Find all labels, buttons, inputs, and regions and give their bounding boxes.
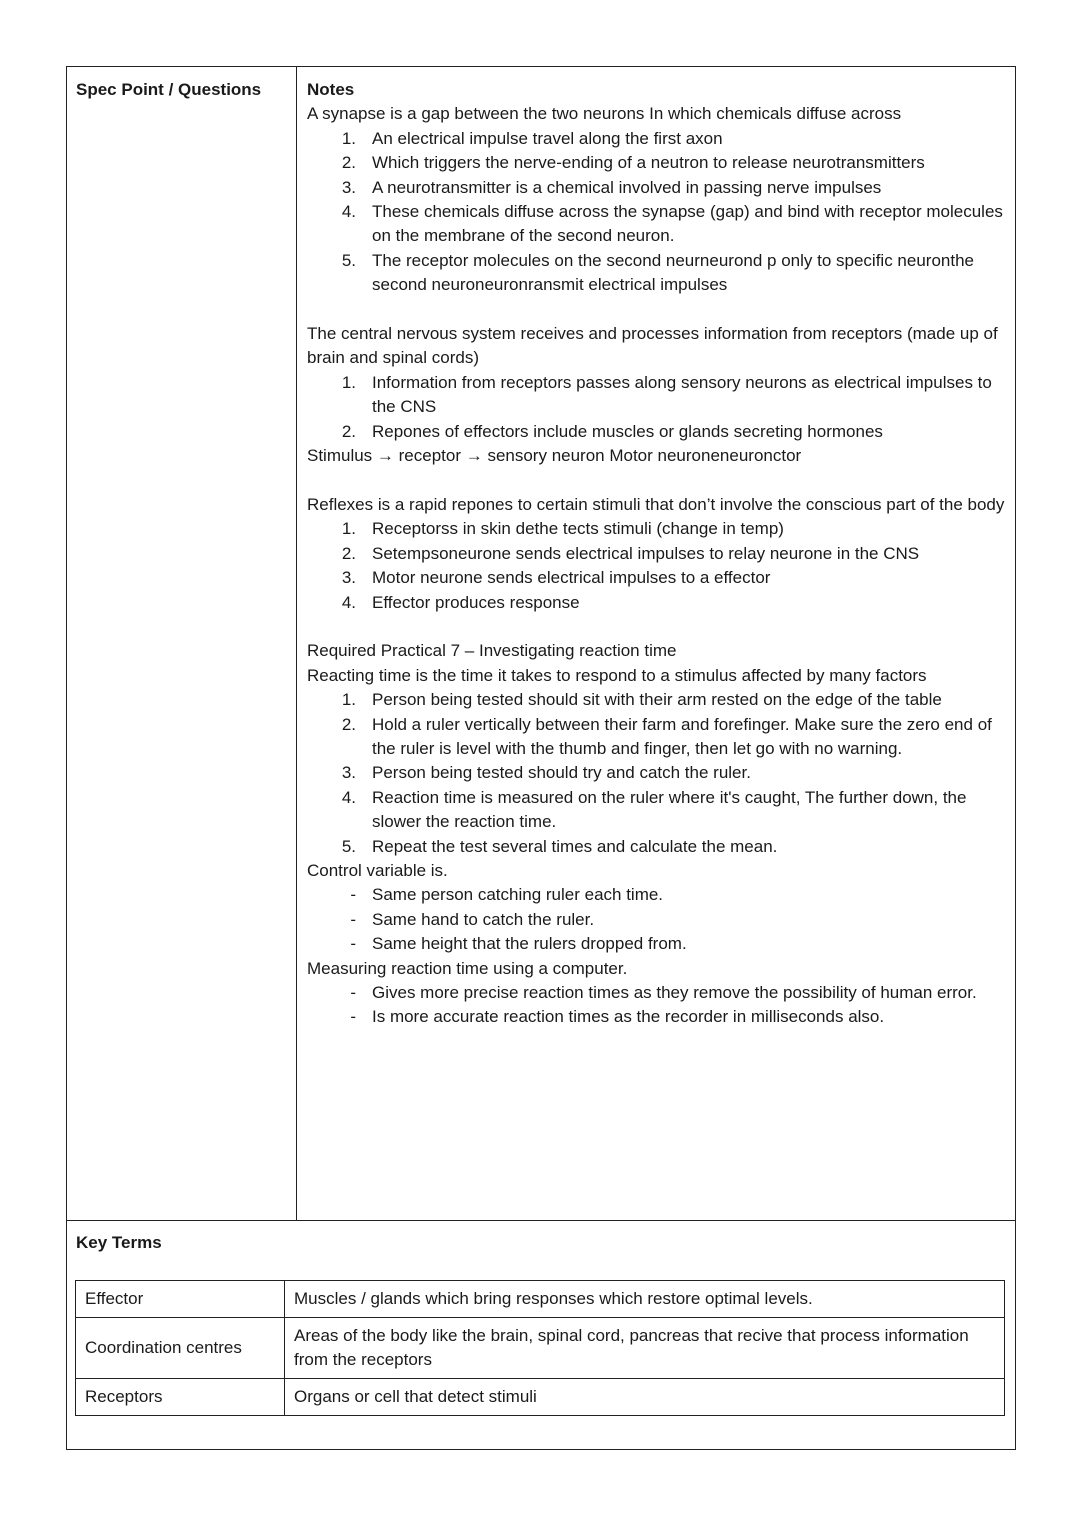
synapse-intro: A synapse is a gap between the two neurons In which chemicals diffuse across [307,104,902,124]
control-list [307,883,1007,956]
computer-title: Measuring reaction time using a computer. [307,958,628,978]
list-item: - Gives more precise reaction times as they remove the possibility of human error. [350,982,977,1002]
list-item: 4. Reaction time is measured on the ruler where it's caught, The further down, the slower the reaction time. [341,787,967,832]
list-item: 2. Repones of effectors include muscles or glands secreting hormones [341,421,883,441]
key-terms-heading: Key Terms [76,1233,162,1252]
notes-heading: Notes [307,80,355,99]
list-item: 2. Setempsoneurone sends electrical impulses to relay neurone in the CNS [341,543,920,563]
list-item: 1. Person being tested should sit with their arm rested on the edge of the table [341,690,942,710]
practical-intro: Reacting time is the time it takes to respond to a stimulus affected by many factors [307,665,927,685]
cns-intro: The central nervous system receives and processes information from receptors (made up of brain and spinal cords) [307,324,998,368]
computer-list [307,981,1007,1030]
list-item: 2. Which triggers the nerve-ending of a neutron to release neurotransmitters [341,153,925,173]
notes-frame [66,66,1016,1450]
spec-heading: Spec Point / Questions [76,80,262,99]
table-row [76,1318,1005,1379]
practical-title: Required Practical 7 – Investigating reaction time [307,641,677,661]
spec-column [67,67,297,1220]
definition-cell: Muscles / glands which bring responses which restore optimal levels. [285,1281,1005,1318]
definition-cell: Organs or cell that detect stimuli [285,1379,1005,1416]
list-item: - Is more accurate reaction times as the recorder in milliseconds also. [350,1007,885,1027]
list-item: 1. Receptorss in skin dethe tects stimuli (change in temp) [341,519,784,539]
reflexes-intro: Reflexes is a rapid repones to certain stimuli that don’t involve the conscious part of the body [307,494,1005,514]
list-item: 3. Motor neurone sends electrical impulses to a effector [341,568,771,588]
key-terms-table [75,1280,1005,1416]
term-cell: Receptors [76,1379,285,1416]
practical-steps [307,688,1007,859]
notes-column [307,78,1007,1030]
list-item: 3. Person being tested should try and catch the ruler. [341,763,751,783]
list-item: 1. Information from receptors passes along sensory neurons as electrical impulses to the CNS [341,372,992,417]
control-title: Control variable is. [307,860,448,880]
list-item: - Same height that the rulers dropped from. [350,934,687,954]
term-cell: Effector [76,1281,285,1318]
list-item: 4. These chemicals diffuse across the synapse (gap) and bind with receptor molecules on the membrane of the second neuron. [341,202,1003,246]
key-terms-divider [67,1220,1015,1221]
synapse-steps [307,127,1007,298]
list-item: 1. An electrical impulse travel along the first axon [341,128,723,148]
list-item: 5. Repeat the test several times and calculate the mean. [341,836,778,856]
term-cell: Coordination centres [76,1318,285,1379]
list-item: - Same hand to catch the ruler. [350,909,595,929]
list-item: 4. Effector produces response [341,592,580,612]
list-item: 3. A neurotransmitter is a chemical involved in passing nerve impulses [341,177,882,197]
list-item: 2. Hold a ruler vertically between their farm and forefinger. Make sure the zero end of the ruler is level with the thumb and finger, then let go with no warning. [341,714,992,758]
cns-steps [307,371,1007,444]
cns-pathway: Stimulus → receptor → sensory neuron Motor neuroneneuronctor [307,446,802,466]
table-row [76,1281,1005,1318]
table-row [76,1379,1005,1416]
reflexes-steps [307,517,1007,615]
list-item: - Same person catching ruler each time. [350,885,664,905]
list-item: 5. The receptor molecules on the second neurneurond p only to specific neuronthe second neuroneuronransmit electrical impulses [341,250,974,295]
definition-cell: Areas of the body like the brain, spinal cord, pancreas that recive that process information from the receptors [285,1318,1005,1379]
